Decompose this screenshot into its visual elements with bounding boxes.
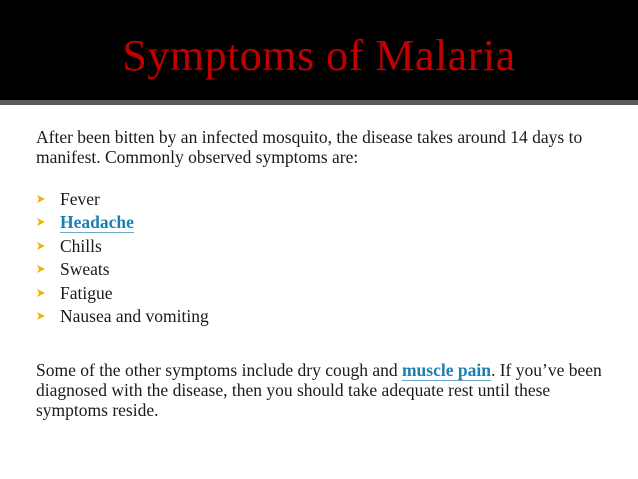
symptom-list bbox=[36, 187, 606, 328]
title-bar bbox=[0, 0, 638, 100]
intro-paragraph: After been bitten by an infected mosquito, the disease takes around 14 days to manifest. Commonly observed symptoms are: bbox=[36, 127, 583, 167]
list-item bbox=[36, 211, 606, 235]
list-item bbox=[36, 258, 606, 282]
muscle-pain-link[interactable]: muscle pain bbox=[401, 360, 491, 380]
symptom-nausea: Nausea and vomiting bbox=[60, 306, 209, 327]
headache-link[interactable]: Headache bbox=[60, 212, 134, 233]
slide-title: Symptoms of Malaria bbox=[122, 31, 516, 80]
arrow-right-icon bbox=[36, 264, 46, 274]
list-item bbox=[36, 234, 606, 258]
slide-body bbox=[36, 127, 606, 420]
list-item bbox=[36, 281, 606, 305]
list-item bbox=[36, 305, 606, 329]
title-divider bbox=[0, 100, 638, 105]
outro-paragraph bbox=[36, 360, 606, 420]
arrow-right-icon bbox=[36, 217, 46, 227]
arrow-right-icon bbox=[36, 241, 46, 251]
arrow-right-icon bbox=[36, 311, 46, 321]
outro-text-after: . If you’ve been diagnosed with the disease, then you should take adequate rest until these symptoms reside. bbox=[36, 360, 602, 420]
list-item bbox=[36, 187, 606, 211]
symptom-fever: Fever bbox=[60, 188, 100, 209]
outro-text-before: Some of the other symptoms include dry cough and bbox=[36, 360, 402, 380]
arrow-right-icon bbox=[36, 288, 46, 298]
symptom-fatigue: Fatigue bbox=[60, 282, 113, 303]
arrow-right-icon bbox=[36, 194, 46, 204]
symptom-chills: Chills bbox=[60, 235, 102, 256]
symptom-sweats: Sweats bbox=[60, 259, 110, 280]
